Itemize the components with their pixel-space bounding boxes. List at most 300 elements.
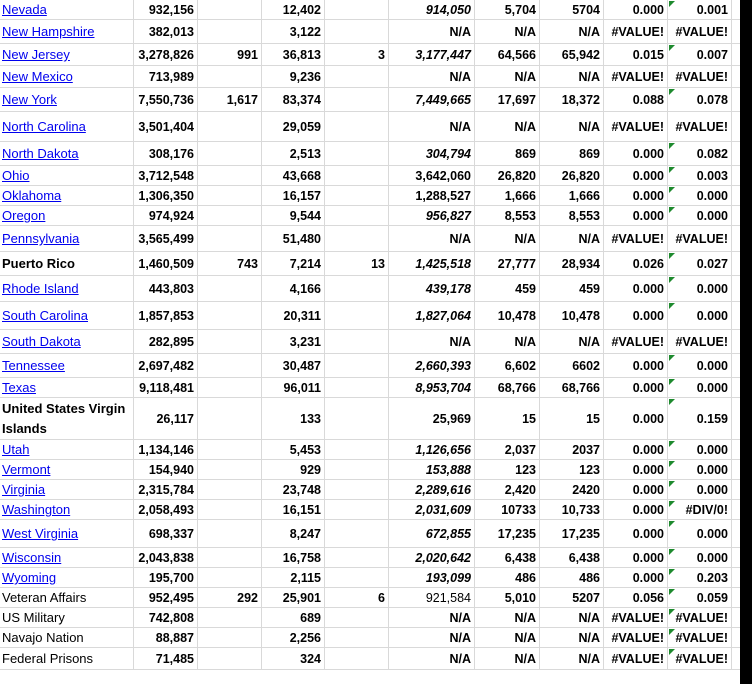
value-cell-c3[interactable] bbox=[262, 398, 325, 439]
row-label-link[interactable]: South Dakota bbox=[2, 334, 81, 349]
value-cell-c3[interactable] bbox=[262, 276, 325, 301]
value-cell-c1[interactable] bbox=[134, 112, 198, 141]
value-cell-c6[interactable] bbox=[475, 206, 540, 225]
row-label-link[interactable]: North Carolina bbox=[2, 119, 86, 134]
row-label-link[interactable]: Oregon bbox=[2, 208, 46, 223]
value-cell-c1[interactable] bbox=[134, 648, 198, 669]
value-cell-c7[interactable] bbox=[540, 648, 604, 669]
row-label-link[interactable]: South Carolina bbox=[2, 308, 88, 323]
value-cell-c1[interactable] bbox=[134, 568, 198, 587]
value-cell-c5[interactable] bbox=[389, 20, 475, 43]
value-cell-c3[interactable] bbox=[262, 548, 325, 567]
value-cell-c4[interactable] bbox=[325, 226, 389, 251]
value-cell-c4[interactable] bbox=[325, 354, 389, 377]
value-cell-c3[interactable] bbox=[262, 588, 325, 607]
row-label-link[interactable]: New Mexico bbox=[2, 69, 73, 84]
value-cell-c6[interactable] bbox=[475, 500, 540, 519]
value-cell-c9[interactable] bbox=[668, 588, 732, 607]
value-cell-c8[interactable] bbox=[604, 226, 668, 251]
value-cell-c9[interactable] bbox=[668, 112, 732, 141]
value-cell-c3[interactable] bbox=[262, 480, 325, 499]
value-cell-c8[interactable] bbox=[604, 276, 668, 301]
error-indicator-icon[interactable] bbox=[669, 167, 675, 173]
value-cell-c9[interactable] bbox=[668, 166, 732, 185]
row-label-link[interactable]: New Hampshire bbox=[2, 24, 95, 39]
value-cell-c9[interactable] bbox=[668, 480, 732, 499]
value-cell-c5[interactable] bbox=[389, 480, 475, 499]
value-cell-c8[interactable] bbox=[604, 588, 668, 607]
value-cell-c6[interactable] bbox=[475, 302, 540, 329]
value-cell-c4[interactable] bbox=[325, 548, 389, 567]
value-cell-c6[interactable] bbox=[475, 378, 540, 397]
value-cell-c1[interactable] bbox=[134, 354, 198, 377]
value-cell-c9[interactable] bbox=[668, 500, 732, 519]
value-cell-c8[interactable] bbox=[604, 252, 668, 275]
value-cell-c1[interactable] bbox=[134, 88, 198, 111]
value-cell-c8[interactable] bbox=[604, 302, 668, 329]
value-cell-c1[interactable] bbox=[134, 142, 198, 165]
row-label-cell[interactable] bbox=[0, 0, 134, 19]
value-cell-c6[interactable] bbox=[475, 252, 540, 275]
value-cell-c6[interactable] bbox=[475, 112, 540, 141]
value-cell-c9[interactable] bbox=[668, 548, 732, 567]
error-indicator-icon[interactable] bbox=[669, 45, 675, 51]
row-label-link[interactable]: Oklahoma bbox=[2, 188, 62, 203]
value-cell-c5[interactable] bbox=[389, 88, 475, 111]
value-cell-c7[interactable] bbox=[540, 440, 604, 459]
value-cell-c8[interactable] bbox=[604, 440, 668, 459]
value-cell-c5[interactable] bbox=[389, 186, 475, 205]
value-cell-c2[interactable] bbox=[198, 378, 262, 397]
value-cell-c8[interactable] bbox=[604, 0, 668, 19]
value-cell-c7[interactable] bbox=[540, 354, 604, 377]
row-label-link[interactable]: Nevada bbox=[2, 2, 47, 17]
value-cell-c3[interactable] bbox=[262, 568, 325, 587]
row-label-cell[interactable] bbox=[0, 252, 134, 275]
value-cell-c6[interactable] bbox=[475, 608, 540, 627]
value-cell-c4[interactable] bbox=[325, 252, 389, 275]
value-cell-c7[interactable] bbox=[540, 628, 604, 647]
value-cell-c8[interactable] bbox=[604, 88, 668, 111]
value-cell-c9[interactable] bbox=[668, 520, 732, 547]
value-cell-c3[interactable] bbox=[262, 648, 325, 669]
value-cell-c9[interactable] bbox=[668, 330, 732, 353]
value-cell-c8[interactable] bbox=[604, 378, 668, 397]
value-cell-c5[interactable] bbox=[389, 608, 475, 627]
value-cell-c9[interactable] bbox=[668, 440, 732, 459]
row-label-cell[interactable] bbox=[0, 440, 134, 459]
value-cell-c4[interactable] bbox=[325, 378, 389, 397]
row-label-link[interactable]: Ohio bbox=[2, 168, 30, 183]
value-cell-c8[interactable] bbox=[604, 460, 668, 479]
row-label-cell[interactable] bbox=[0, 112, 134, 141]
value-cell-c4[interactable] bbox=[325, 330, 389, 353]
value-cell-c1[interactable] bbox=[134, 166, 198, 185]
value-cell-c2[interactable] bbox=[198, 628, 262, 647]
value-cell-c5[interactable] bbox=[389, 440, 475, 459]
value-cell-c1[interactable] bbox=[134, 460, 198, 479]
value-cell-c1[interactable] bbox=[134, 480, 198, 499]
value-cell-c8[interactable] bbox=[604, 354, 668, 377]
value-cell-c1[interactable] bbox=[134, 44, 198, 65]
value-cell-c7[interactable] bbox=[540, 520, 604, 547]
value-cell-c4[interactable] bbox=[325, 302, 389, 329]
value-cell-c8[interactable] bbox=[604, 568, 668, 587]
value-cell-c4[interactable] bbox=[325, 0, 389, 19]
error-indicator-icon[interactable] bbox=[669, 253, 675, 259]
value-cell-c4[interactable] bbox=[325, 500, 389, 519]
value-cell-c9[interactable] bbox=[668, 252, 732, 275]
value-cell-c1[interactable] bbox=[134, 628, 198, 647]
value-cell-c1[interactable] bbox=[134, 276, 198, 301]
value-cell-c2[interactable] bbox=[198, 44, 262, 65]
value-cell-c2[interactable] bbox=[198, 588, 262, 607]
value-cell-c9[interactable] bbox=[668, 648, 732, 669]
value-cell-c4[interactable] bbox=[325, 480, 389, 499]
value-cell-c5[interactable] bbox=[389, 276, 475, 301]
error-indicator-icon[interactable] bbox=[669, 399, 675, 405]
value-cell-c6[interactable] bbox=[475, 588, 540, 607]
row-label-cell[interactable] bbox=[0, 276, 134, 301]
value-cell-c1[interactable] bbox=[134, 500, 198, 519]
error-indicator-icon[interactable] bbox=[669, 355, 675, 361]
value-cell-c6[interactable] bbox=[475, 20, 540, 43]
error-indicator-icon[interactable] bbox=[669, 143, 675, 149]
value-cell-c5[interactable] bbox=[389, 302, 475, 329]
value-cell-c5[interactable] bbox=[389, 378, 475, 397]
value-cell-c4[interactable] bbox=[325, 20, 389, 43]
value-cell-c9[interactable] bbox=[668, 568, 732, 587]
error-indicator-icon[interactable] bbox=[669, 89, 675, 95]
value-cell-c5[interactable] bbox=[389, 142, 475, 165]
value-cell-c5[interactable] bbox=[389, 648, 475, 669]
error-indicator-icon[interactable] bbox=[669, 207, 675, 213]
row-label-link[interactable]: Pennsylvania bbox=[2, 231, 80, 246]
value-cell-c5[interactable] bbox=[389, 548, 475, 567]
row-label-cell[interactable] bbox=[0, 480, 134, 499]
value-cell-c5[interactable] bbox=[389, 206, 475, 225]
value-cell-c2[interactable] bbox=[198, 568, 262, 587]
value-cell-c4[interactable] bbox=[325, 628, 389, 647]
value-cell-c3[interactable] bbox=[262, 20, 325, 43]
value-cell-c8[interactable] bbox=[604, 648, 668, 669]
value-cell-c2[interactable] bbox=[198, 252, 262, 275]
row-label-link[interactable]: West Virginia bbox=[2, 526, 79, 541]
row-label-link[interactable]: Tennessee bbox=[2, 358, 65, 373]
value-cell-c6[interactable] bbox=[475, 440, 540, 459]
value-cell-c2[interactable] bbox=[198, 548, 262, 567]
value-cell-c4[interactable] bbox=[325, 568, 389, 587]
value-cell-c7[interactable] bbox=[540, 112, 604, 141]
value-cell-c2[interactable] bbox=[198, 226, 262, 251]
value-cell-c4[interactable] bbox=[325, 88, 389, 111]
value-cell-c3[interactable] bbox=[262, 226, 325, 251]
row-label-link[interactable]: Washington bbox=[2, 502, 71, 517]
value-cell-c9[interactable] bbox=[668, 608, 732, 627]
value-cell-c6[interactable] bbox=[475, 44, 540, 65]
error-indicator-icon[interactable] bbox=[669, 481, 675, 487]
error-indicator-icon[interactable] bbox=[669, 441, 675, 447]
row-label-link[interactable]: New York bbox=[2, 92, 57, 107]
value-cell-c9[interactable] bbox=[668, 302, 732, 329]
value-cell-c1[interactable] bbox=[134, 226, 198, 251]
row-label-cell[interactable] bbox=[0, 226, 134, 251]
value-cell-c3[interactable] bbox=[262, 44, 325, 65]
row-label-cell[interactable] bbox=[0, 398, 134, 439]
value-cell-c8[interactable] bbox=[604, 166, 668, 185]
value-cell-c3[interactable] bbox=[262, 142, 325, 165]
row-label-link[interactable]: New Jersey bbox=[2, 47, 70, 62]
value-cell-c7[interactable] bbox=[540, 142, 604, 165]
value-cell-c6[interactable] bbox=[475, 628, 540, 647]
value-cell-c7[interactable] bbox=[540, 302, 604, 329]
value-cell-c5[interactable] bbox=[389, 628, 475, 647]
value-cell-c3[interactable] bbox=[262, 88, 325, 111]
value-cell-c3[interactable] bbox=[262, 302, 325, 329]
value-cell-c2[interactable] bbox=[198, 142, 262, 165]
value-cell-c9[interactable] bbox=[668, 628, 732, 647]
row-label-link[interactable]: Virginia bbox=[2, 482, 46, 497]
value-cell-c8[interactable] bbox=[604, 500, 668, 519]
value-cell-c4[interactable] bbox=[325, 648, 389, 669]
row-label-cell[interactable] bbox=[0, 378, 134, 397]
value-cell-c1[interactable] bbox=[134, 302, 198, 329]
value-cell-c7[interactable] bbox=[540, 206, 604, 225]
value-cell-c2[interactable] bbox=[198, 460, 262, 479]
value-cell-c3[interactable] bbox=[262, 628, 325, 647]
value-cell-c4[interactable] bbox=[325, 166, 389, 185]
value-cell-c5[interactable] bbox=[389, 252, 475, 275]
value-cell-c5[interactable] bbox=[389, 398, 475, 439]
value-cell-c3[interactable] bbox=[262, 500, 325, 519]
value-cell-c3[interactable] bbox=[262, 166, 325, 185]
value-cell-c7[interactable] bbox=[540, 398, 604, 439]
value-cell-c9[interactable] bbox=[668, 66, 732, 87]
value-cell-c3[interactable] bbox=[262, 460, 325, 479]
value-cell-c6[interactable] bbox=[475, 66, 540, 87]
value-cell-c1[interactable] bbox=[134, 66, 198, 87]
value-cell-c5[interactable] bbox=[389, 66, 475, 87]
error-indicator-icon[interactable] bbox=[669, 549, 675, 555]
row-label-cell[interactable] bbox=[0, 44, 134, 65]
value-cell-c9[interactable] bbox=[668, 142, 732, 165]
value-cell-c2[interactable] bbox=[198, 648, 262, 669]
value-cell-c2[interactable] bbox=[198, 480, 262, 499]
value-cell-c8[interactable] bbox=[604, 520, 668, 547]
error-indicator-icon[interactable] bbox=[669, 277, 675, 283]
row-label-link[interactable]: Wyoming bbox=[2, 570, 57, 585]
value-cell-c9[interactable] bbox=[668, 44, 732, 65]
row-label-cell[interactable] bbox=[0, 648, 134, 669]
row-label-cell[interactable] bbox=[0, 142, 134, 165]
error-indicator-icon[interactable] bbox=[669, 303, 675, 309]
error-indicator-icon[interactable] bbox=[669, 501, 675, 507]
value-cell-c7[interactable] bbox=[540, 226, 604, 251]
value-cell-c3[interactable] bbox=[262, 330, 325, 353]
value-cell-c5[interactable] bbox=[389, 226, 475, 251]
value-cell-c1[interactable] bbox=[134, 186, 198, 205]
value-cell-c7[interactable] bbox=[540, 480, 604, 499]
value-cell-c2[interactable] bbox=[198, 398, 262, 439]
value-cell-c2[interactable] bbox=[198, 186, 262, 205]
value-cell-c1[interactable] bbox=[134, 520, 198, 547]
value-cell-c5[interactable] bbox=[389, 588, 475, 607]
value-cell-c7[interactable] bbox=[540, 568, 604, 587]
value-cell-c4[interactable] bbox=[325, 440, 389, 459]
value-cell-c2[interactable] bbox=[198, 20, 262, 43]
value-cell-c8[interactable] bbox=[604, 44, 668, 65]
value-cell-c9[interactable] bbox=[668, 398, 732, 439]
value-cell-c7[interactable] bbox=[540, 330, 604, 353]
value-cell-c7[interactable] bbox=[540, 500, 604, 519]
value-cell-c9[interactable] bbox=[668, 354, 732, 377]
value-cell-c5[interactable] bbox=[389, 0, 475, 19]
value-cell-c6[interactable] bbox=[475, 88, 540, 111]
value-cell-c5[interactable] bbox=[389, 44, 475, 65]
value-cell-c8[interactable] bbox=[604, 480, 668, 499]
value-cell-c2[interactable] bbox=[198, 520, 262, 547]
value-cell-c8[interactable] bbox=[604, 548, 668, 567]
value-cell-c4[interactable] bbox=[325, 186, 389, 205]
value-cell-c1[interactable] bbox=[134, 398, 198, 439]
row-label-cell[interactable] bbox=[0, 568, 134, 587]
row-label-cell[interactable] bbox=[0, 206, 134, 225]
value-cell-c7[interactable] bbox=[540, 378, 604, 397]
value-cell-c9[interactable] bbox=[668, 226, 732, 251]
value-cell-c6[interactable] bbox=[475, 548, 540, 567]
row-label-cell[interactable] bbox=[0, 628, 134, 647]
value-cell-c9[interactable] bbox=[668, 186, 732, 205]
value-cell-c3[interactable] bbox=[262, 440, 325, 459]
value-cell-c2[interactable] bbox=[198, 0, 262, 19]
row-label-cell[interactable] bbox=[0, 302, 134, 329]
value-cell-c2[interactable] bbox=[198, 500, 262, 519]
error-indicator-icon[interactable] bbox=[669, 461, 675, 467]
value-cell-c4[interactable] bbox=[325, 276, 389, 301]
value-cell-c8[interactable] bbox=[604, 20, 668, 43]
value-cell-c4[interactable] bbox=[325, 608, 389, 627]
error-indicator-icon[interactable] bbox=[669, 521, 675, 527]
value-cell-c1[interactable] bbox=[134, 378, 198, 397]
value-cell-c3[interactable] bbox=[262, 520, 325, 547]
error-indicator-icon[interactable] bbox=[669, 187, 675, 193]
value-cell-c6[interactable] bbox=[475, 0, 540, 19]
value-cell-c6[interactable] bbox=[475, 226, 540, 251]
value-cell-c9[interactable] bbox=[668, 378, 732, 397]
value-cell-c7[interactable] bbox=[540, 20, 604, 43]
value-cell-c7[interactable] bbox=[540, 608, 604, 627]
row-label-cell[interactable] bbox=[0, 608, 134, 627]
row-label-link[interactable]: Wisconsin bbox=[2, 550, 62, 565]
value-cell-c3[interactable] bbox=[262, 206, 325, 225]
row-label-link[interactable]: Rhode Island bbox=[2, 281, 79, 296]
value-cell-c2[interactable] bbox=[198, 330, 262, 353]
value-cell-c2[interactable] bbox=[198, 112, 262, 141]
value-cell-c3[interactable] bbox=[262, 608, 325, 627]
value-cell-c3[interactable] bbox=[262, 186, 325, 205]
value-cell-c2[interactable] bbox=[198, 440, 262, 459]
value-cell-c2[interactable] bbox=[198, 276, 262, 301]
row-label-cell[interactable] bbox=[0, 166, 134, 185]
row-label-cell[interactable] bbox=[0, 548, 134, 567]
value-cell-c1[interactable] bbox=[134, 20, 198, 43]
value-cell-c6[interactable] bbox=[475, 398, 540, 439]
row-label-cell[interactable] bbox=[0, 520, 134, 547]
row-label-cell[interactable] bbox=[0, 186, 134, 205]
value-cell-c7[interactable] bbox=[540, 88, 604, 111]
value-cell-c9[interactable] bbox=[668, 0, 732, 19]
value-cell-c5[interactable] bbox=[389, 460, 475, 479]
row-label-link[interactable]: Utah bbox=[2, 442, 30, 457]
error-indicator-icon[interactable] bbox=[669, 589, 675, 595]
value-cell-c4[interactable] bbox=[325, 112, 389, 141]
value-cell-c4[interactable] bbox=[325, 520, 389, 547]
error-indicator-icon[interactable] bbox=[669, 649, 675, 655]
row-label-cell[interactable] bbox=[0, 20, 134, 43]
value-cell-c2[interactable] bbox=[198, 302, 262, 329]
value-cell-c7[interactable] bbox=[540, 460, 604, 479]
row-label-link[interactable]: North Dakota bbox=[2, 146, 79, 161]
value-cell-c7[interactable] bbox=[540, 44, 604, 65]
value-cell-c7[interactable] bbox=[540, 66, 604, 87]
value-cell-c3[interactable] bbox=[262, 354, 325, 377]
value-cell-c4[interactable] bbox=[325, 44, 389, 65]
error-indicator-icon[interactable] bbox=[669, 569, 675, 575]
value-cell-c9[interactable] bbox=[668, 276, 732, 301]
value-cell-c3[interactable] bbox=[262, 252, 325, 275]
value-cell-c6[interactable] bbox=[475, 568, 540, 587]
error-indicator-icon[interactable] bbox=[669, 629, 675, 635]
row-label-cell[interactable] bbox=[0, 460, 134, 479]
row-label-cell[interactable] bbox=[0, 354, 134, 377]
value-cell-c8[interactable] bbox=[604, 608, 668, 627]
value-cell-c1[interactable] bbox=[134, 608, 198, 627]
value-cell-c8[interactable] bbox=[604, 206, 668, 225]
value-cell-c8[interactable] bbox=[604, 398, 668, 439]
value-cell-c6[interactable] bbox=[475, 480, 540, 499]
row-label-cell[interactable] bbox=[0, 500, 134, 519]
value-cell-c2[interactable] bbox=[198, 354, 262, 377]
value-cell-c1[interactable] bbox=[134, 0, 198, 19]
value-cell-c4[interactable] bbox=[325, 588, 389, 607]
value-cell-c1[interactable] bbox=[134, 330, 198, 353]
value-cell-c4[interactable] bbox=[325, 206, 389, 225]
row-label-cell[interactable] bbox=[0, 588, 134, 607]
error-indicator-icon[interactable] bbox=[669, 1, 675, 7]
value-cell-c5[interactable] bbox=[389, 166, 475, 185]
value-cell-c7[interactable] bbox=[540, 548, 604, 567]
value-cell-c5[interactable] bbox=[389, 520, 475, 547]
row-label-cell[interactable] bbox=[0, 330, 134, 353]
value-cell-c2[interactable] bbox=[198, 66, 262, 87]
value-cell-c6[interactable] bbox=[475, 330, 540, 353]
value-cell-c9[interactable] bbox=[668, 88, 732, 111]
value-cell-c9[interactable] bbox=[668, 20, 732, 43]
value-cell-c8[interactable] bbox=[604, 142, 668, 165]
value-cell-c6[interactable] bbox=[475, 354, 540, 377]
value-cell-c6[interactable] bbox=[475, 166, 540, 185]
value-cell-c6[interactable] bbox=[475, 142, 540, 165]
value-cell-c5[interactable] bbox=[389, 568, 475, 587]
value-cell-c9[interactable] bbox=[668, 460, 732, 479]
row-label-link[interactable]: Vermont bbox=[2, 462, 51, 477]
value-cell-c3[interactable] bbox=[262, 378, 325, 397]
value-cell-c2[interactable] bbox=[198, 206, 262, 225]
value-cell-c3[interactable] bbox=[262, 112, 325, 141]
value-cell-c5[interactable] bbox=[389, 330, 475, 353]
value-cell-c6[interactable] bbox=[475, 648, 540, 669]
value-cell-c3[interactable] bbox=[262, 0, 325, 19]
